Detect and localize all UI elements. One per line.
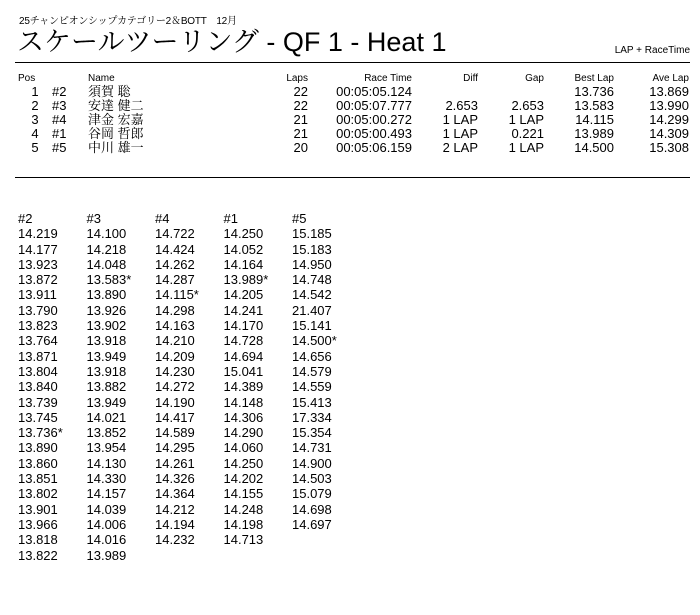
col-header-diff: Diff xyxy=(463,73,478,84)
lap-column-header: #5 xyxy=(292,211,307,226)
lap-time: 13.902 xyxy=(86,318,127,334)
table-row xyxy=(18,127,689,141)
lap-time: 14.205 xyxy=(223,287,264,303)
lap-time: 13.790 xyxy=(18,302,58,318)
cell-diff: 2.653 xyxy=(445,98,478,113)
display-mode-label: LAP + RaceTime xyxy=(614,45,690,56)
col-header-ave-lap: Ave Lap xyxy=(652,73,689,84)
cell-best-lap: 13.583 xyxy=(574,98,614,113)
table-row xyxy=(18,99,689,113)
col-header-name: Name xyxy=(88,73,115,84)
lap-time: 14.194 xyxy=(155,516,195,532)
cell-diff: 1 LAP xyxy=(442,126,478,141)
cell-race-time: 00:05:05.124 xyxy=(336,84,412,99)
lap-time: 14.202 xyxy=(223,471,264,487)
cell-name: 津金 宏嘉 xyxy=(88,112,144,127)
cell-ave-lap: 15.308 xyxy=(649,140,689,155)
lap-time: 14.559 xyxy=(292,379,332,395)
lap-time: 14.100 xyxy=(86,226,127,242)
lap-time: 13.764 xyxy=(18,333,58,349)
lap-time: 14.212 xyxy=(155,501,195,517)
cell-laps: 21 xyxy=(293,112,308,127)
lap-time: 13.926 xyxy=(86,302,127,318)
lap-time: 14.241 xyxy=(223,302,264,318)
lap-time: 13.949 xyxy=(86,394,127,410)
lap-time: 14.950 xyxy=(292,256,332,272)
cell-name: 安達 健二 xyxy=(88,98,144,113)
header-divider xyxy=(15,62,690,63)
lap-time: 14.048 xyxy=(86,256,127,272)
lap-column xyxy=(292,211,360,532)
lap-time: 13.872 xyxy=(18,272,58,288)
cell-ave-lap: 13.990 xyxy=(649,98,689,113)
lap-time: 13.860 xyxy=(18,455,58,471)
lap-time: 14.232 xyxy=(155,532,195,548)
lap-time: 14.163 xyxy=(155,318,195,334)
lap-time: 14.900 xyxy=(292,455,332,471)
lap-time: 14.748 xyxy=(292,272,332,288)
lap-time: 13.989* xyxy=(223,272,269,288)
lap-time: 13.822 xyxy=(18,547,58,563)
lap-time: 14.503 xyxy=(292,471,332,487)
lap-time: 14.731 xyxy=(292,440,332,456)
lap-time: 14.218 xyxy=(86,241,127,257)
cell-gap: 1 LAP xyxy=(508,112,544,127)
lap-time: 14.306 xyxy=(223,409,264,425)
cell-diff: 1 LAP xyxy=(442,112,478,127)
lap-time: 14.170 xyxy=(223,318,264,334)
lap-time: 14.261 xyxy=(155,455,195,471)
table-row xyxy=(18,113,689,127)
lap-time: 14.230 xyxy=(155,363,195,379)
col-header-pos: Pos xyxy=(18,73,36,84)
lap-time: 15.413 xyxy=(292,394,332,410)
cell-diff xyxy=(412,85,478,99)
cell-race-time: 00:05:06.159 xyxy=(336,140,412,155)
lap-time: 14.209 xyxy=(155,348,195,364)
cell-best-lap: 13.736 xyxy=(574,84,614,99)
lap-time: 13.583* xyxy=(86,272,132,288)
cell-best-lap: 14.500 xyxy=(574,140,614,155)
lap-column-header: #3 xyxy=(86,211,101,226)
cell-laps: 22 xyxy=(293,98,308,113)
lap-time: 14.006 xyxy=(86,516,127,532)
lap-time: 13.871 xyxy=(18,348,58,364)
lap-time: 14.364 xyxy=(155,486,195,502)
col-header-race-time: Race Time xyxy=(364,73,412,84)
lap-time: 15.185 xyxy=(292,226,332,242)
lap-time: 13.851 xyxy=(18,471,58,487)
lap-time: 14.298 xyxy=(155,302,195,318)
col-header-laps: Laps xyxy=(286,73,308,84)
cell-race-time: 00:05:00.272 xyxy=(336,112,412,127)
lap-time: 21.407 xyxy=(292,302,332,318)
lap-time: 14.728 xyxy=(223,333,264,349)
lap-time: 14.272 xyxy=(155,379,195,395)
lap-time: 14.287 xyxy=(155,272,195,288)
lap-time: 14.016 xyxy=(86,532,127,548)
cell-pos: 5 xyxy=(31,140,39,155)
lap-time: 13.818 xyxy=(18,532,58,548)
lap-time: 14.326 xyxy=(155,471,195,487)
lap-time: 15.079 xyxy=(292,486,332,502)
lap-time: 13.954 xyxy=(86,440,127,456)
lap-time: 14.130 xyxy=(86,455,127,471)
cell-number: #2 xyxy=(52,84,67,99)
lap-time: 13.901 xyxy=(18,501,58,517)
lap-time: 14.698 xyxy=(292,501,332,517)
lap-time: 14.060 xyxy=(223,440,264,456)
lap-time: 14.250 xyxy=(223,455,264,471)
lap-time: 14.248 xyxy=(223,501,264,517)
cell-gap: 1 LAP xyxy=(508,140,544,155)
lap-time: 14.290 xyxy=(223,425,264,441)
col-header-best-lap: Best Lap xyxy=(574,73,614,84)
cell-number: #1 xyxy=(52,126,67,141)
cell-ave-lap: 13.869 xyxy=(649,84,689,99)
cell-race-time: 00:05:00.493 xyxy=(336,126,412,141)
lap-time: 13.852 xyxy=(86,425,127,441)
lap-time: 14.389 xyxy=(223,379,264,395)
lap-time: 14.330 xyxy=(86,471,127,487)
cell-name: 須賀 聡 xyxy=(88,84,131,99)
lap-time: 14.579 xyxy=(292,363,332,379)
lap-time: 14.589 xyxy=(155,425,195,441)
lap-column-header: #4 xyxy=(155,211,170,226)
results-table xyxy=(18,72,689,155)
cell-name: 谷岡 哲郎 xyxy=(88,126,144,141)
lap-time: 14.190 xyxy=(155,394,195,410)
lap-time: 14.722 xyxy=(155,226,195,242)
lap-time: 14.115* xyxy=(155,287,199,303)
lap-time: 13.823 xyxy=(18,318,58,334)
cell-ave-lap: 14.309 xyxy=(649,126,689,141)
cell-pos: 2 xyxy=(31,98,39,113)
lap-time: 13.890 xyxy=(86,287,127,303)
lap-time: 13.890 xyxy=(18,440,58,456)
lap-column-header: #1 xyxy=(223,211,238,226)
lap-time: 14.039 xyxy=(86,501,127,517)
cell-pos: 3 xyxy=(31,112,39,127)
lap-time: 14.417 xyxy=(155,409,195,425)
lap-time: 14.500* xyxy=(292,333,337,349)
lap-time: 15.041 xyxy=(223,363,264,379)
cell-gap: 0.221 xyxy=(511,126,544,141)
lap-time: 13.840 xyxy=(18,379,58,395)
lap-time: 13.804 xyxy=(18,363,58,379)
lap-time: 15.141 xyxy=(292,318,332,334)
cell-laps: 21 xyxy=(293,126,308,141)
lap-time: 15.183 xyxy=(292,241,332,257)
cell-gap: 2.653 xyxy=(511,98,544,113)
results-divider xyxy=(15,177,690,178)
table-row xyxy=(18,85,689,99)
lap-time: 14.250 xyxy=(223,226,264,242)
cell-best-lap: 13.989 xyxy=(574,126,614,141)
cell-name: 中川 雄一 xyxy=(88,140,144,155)
lap-time: 14.198 xyxy=(223,516,264,532)
lap-time: 14.424 xyxy=(155,241,195,257)
cell-number: #3 xyxy=(52,98,67,113)
lap-time: 14.262 xyxy=(155,256,195,272)
lap-time: 14.542 xyxy=(292,287,332,303)
lap-time: 13.923 xyxy=(18,256,58,272)
lap-time: 14.210 xyxy=(155,333,195,349)
page-title: スケールツーリング - QF 1 - Heat 1 xyxy=(17,27,447,57)
lap-column xyxy=(224,211,292,548)
lap-time: 13.918 xyxy=(86,363,127,379)
cell-number: #4 xyxy=(52,112,67,127)
lap-time: 14.164 xyxy=(223,256,264,272)
lap-time: 13.739 xyxy=(18,394,58,410)
lap-time: 14.177 xyxy=(18,241,58,257)
lap-time: 13.966 xyxy=(18,516,58,532)
cell-gap xyxy=(478,85,544,99)
cell-pos: 1 xyxy=(31,84,39,99)
lap-time: 13.882 xyxy=(86,379,127,395)
cell-number: #5 xyxy=(52,140,67,155)
lap-time: 14.713 xyxy=(223,532,264,548)
event-subtitle: 25チャンピオンシップカテゴリー2＆BOTT 12月 xyxy=(19,16,237,27)
lap-time: 13.911 xyxy=(18,287,57,303)
lap-time: 14.656 xyxy=(292,348,332,364)
lap-time: 14.295 xyxy=(155,440,195,456)
cell-pos: 4 xyxy=(31,126,39,141)
lap-column xyxy=(87,211,155,563)
lap-time: 14.052 xyxy=(223,241,264,257)
cell-laps: 20 xyxy=(293,140,308,155)
cell-diff: 2 LAP xyxy=(442,140,478,155)
cell-best-lap: 14.115 xyxy=(575,112,614,127)
lap-column xyxy=(18,211,86,563)
lap-time: 14.697 xyxy=(292,516,332,532)
lap-time: 13.736* xyxy=(18,425,63,441)
lap-time: 14.219 xyxy=(18,226,58,242)
table-row xyxy=(18,141,689,155)
lap-column-header: #2 xyxy=(18,211,33,226)
cell-ave-lap: 14.299 xyxy=(649,112,689,127)
lap-time: 14.694 xyxy=(223,348,264,364)
col-header-gap: Gap xyxy=(525,73,544,84)
lap-time: 14.157 xyxy=(86,486,127,502)
cell-laps: 22 xyxy=(293,84,308,99)
cell-race-time: 00:05:07.777 xyxy=(336,98,412,113)
lap-time: 13.989 xyxy=(86,547,127,563)
lap-time: 13.745 xyxy=(18,409,58,425)
lap-time: 14.148 xyxy=(223,394,264,410)
lap-time: 15.354 xyxy=(292,425,332,441)
lap-column xyxy=(155,211,223,548)
lap-time: 17.334 xyxy=(292,409,332,425)
lap-time: 13.802 xyxy=(18,486,58,502)
lap-time: 13.949 xyxy=(86,348,127,364)
lap-time: 14.021 xyxy=(86,409,127,425)
lap-time: 13.918 xyxy=(86,333,127,349)
lap-time: 14.155 xyxy=(223,486,264,502)
